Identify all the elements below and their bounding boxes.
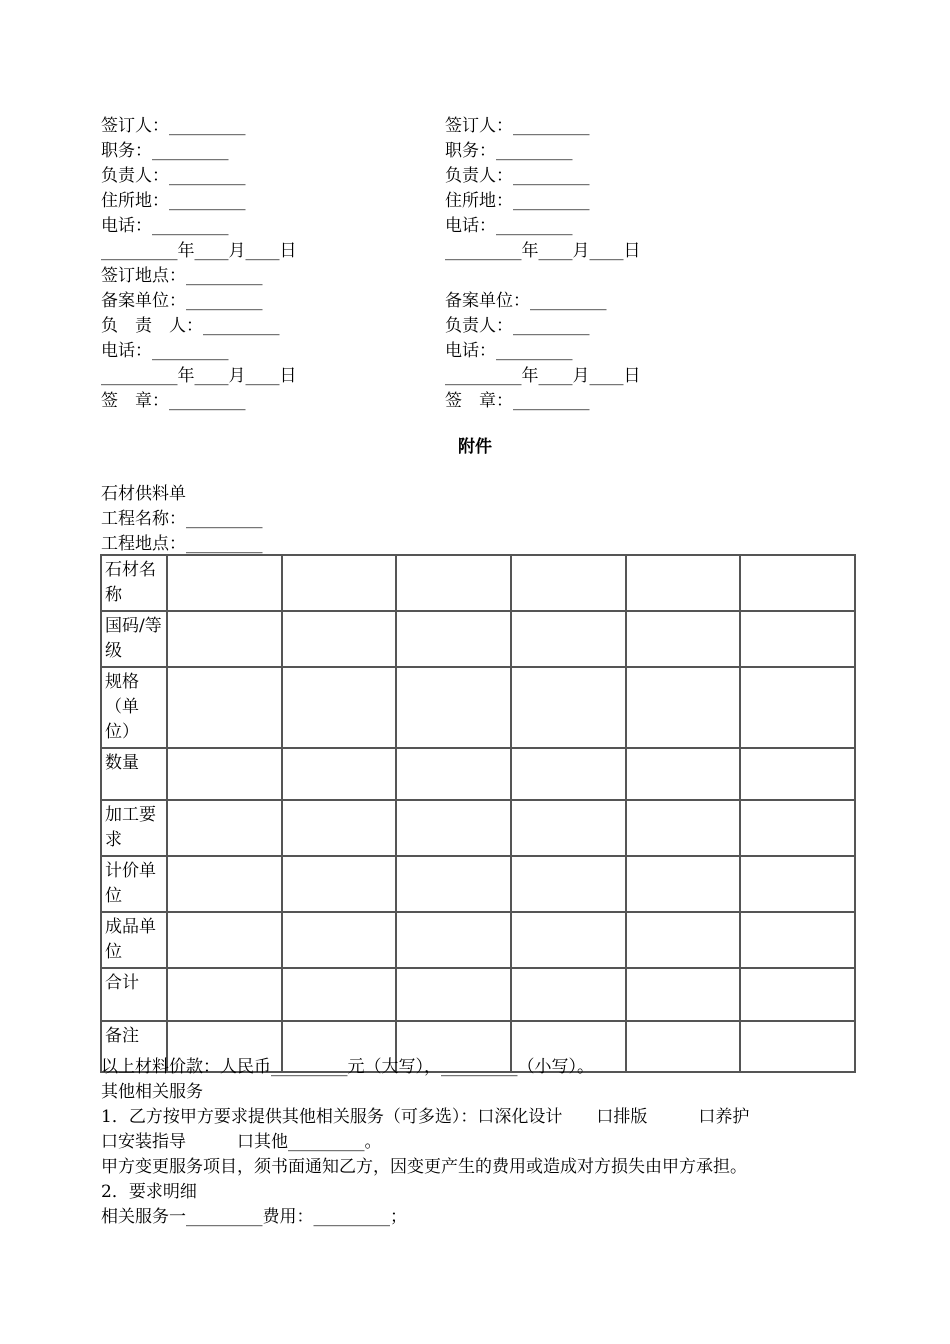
filing-date-field: _________年____月____日 <box>445 366 641 386</box>
table-cell[interactable] <box>282 912 397 968</box>
table-cell[interactable] <box>626 611 741 667</box>
table-row <box>101 968 855 1021</box>
table-cell[interactable] <box>740 800 855 856</box>
table-cell[interactable] <box>511 748 626 800</box>
position-field: 职务：_________ <box>445 141 573 161</box>
stone-supply-table <box>100 554 856 1073</box>
change-note: 甲方变更服务项目，须书面通知乙方，因变更产生的费用或造成对方损失由甲方承担。 <box>101 1157 747 1177</box>
table-row <box>101 667 855 748</box>
table-cell[interactable] <box>740 667 855 748</box>
filing-responsible-field: 负责人：_________ <box>445 316 590 336</box>
row-header: 加工要求 <box>101 800 167 856</box>
table-cell[interactable] <box>396 611 511 667</box>
row-header: 成品单位 <box>101 912 167 968</box>
row-header: 合计 <box>101 968 167 1021</box>
table-cell[interactable] <box>396 856 511 912</box>
responsible-person-field: 负责人：_________ <box>445 166 590 186</box>
table-cell[interactable] <box>282 968 397 1021</box>
row-header: 数量 <box>101 748 167 800</box>
row-header: 国码/等级 <box>101 611 167 667</box>
row-header: 石材名称 <box>101 555 167 611</box>
table-cell[interactable] <box>167 968 282 1021</box>
table-cell[interactable] <box>396 912 511 968</box>
row-header: 计价单位 <box>101 856 167 912</box>
table-row <box>101 555 855 611</box>
table-cell[interactable] <box>626 555 741 611</box>
requirements-title: 2．要求明细 <box>101 1182 197 1202</box>
form-title: 石材供料单 <box>101 484 186 504</box>
table-cell[interactable] <box>740 555 855 611</box>
table-cell[interactable] <box>626 748 741 800</box>
signer-field: 签订人：_________ <box>445 116 590 136</box>
table-cell[interactable] <box>626 800 741 856</box>
table-cell[interactable] <box>740 912 855 968</box>
table-cell[interactable] <box>740 856 855 912</box>
service-options-line2: 口安装指导 口其他_________。 <box>101 1132 382 1152</box>
table-cell[interactable] <box>167 748 282 800</box>
table-cell[interactable] <box>740 611 855 667</box>
table-cell[interactable] <box>511 856 626 912</box>
table-cell[interactable] <box>282 856 397 912</box>
table-cell[interactable] <box>396 667 511 748</box>
filing-phone-field: 电话：_________ <box>101 341 229 361</box>
table-cell[interactable] <box>626 912 741 968</box>
seal-field: 签 章：_________ <box>445 391 590 411</box>
position-field: 职务：_________ <box>101 141 229 161</box>
date-field: _________年____月____日 <box>445 241 641 261</box>
filing-phone-field: 电话：_________ <box>445 341 573 361</box>
table-cell[interactable] <box>167 555 282 611</box>
row-header: 规格（单位） <box>101 667 167 748</box>
table-cell[interactable] <box>740 1021 855 1072</box>
table-cell[interactable] <box>740 968 855 1021</box>
table-cell[interactable] <box>167 912 282 968</box>
table-cell[interactable] <box>396 968 511 1021</box>
service-options-line1: 1．乙方按甲方要求提供其他相关服务（可多选）：口深化设计 口排版 口养护 <box>101 1107 750 1127</box>
table-cell[interactable] <box>167 667 282 748</box>
table-cell[interactable] <box>396 800 511 856</box>
project-name-field: 工程名称：_________ <box>101 509 263 529</box>
signing-place-field: 签订地点：_________ <box>101 266 263 286</box>
project-site-field: 工程地点：_________ <box>101 534 263 554</box>
row-header: 备注 <box>101 1021 167 1072</box>
address-field: 住所地：_________ <box>101 191 246 211</box>
table-cell[interactable] <box>511 611 626 667</box>
table-cell[interactable] <box>511 912 626 968</box>
table-cell[interactable] <box>511 667 626 748</box>
table-cell[interactable] <box>740 748 855 800</box>
table-cell[interactable] <box>626 856 741 912</box>
table-cell[interactable] <box>282 555 397 611</box>
table-cell[interactable] <box>167 800 282 856</box>
table-cell[interactable] <box>396 555 511 611</box>
services-title: 其他相关服务 <box>101 1082 203 1102</box>
table-cell[interactable] <box>396 748 511 800</box>
filing-unit-field: 备案单位：_________ <box>101 291 263 311</box>
filing-date-field: _________年____月____日 <box>101 366 297 386</box>
responsible-person-field: 负责人：_________ <box>101 166 246 186</box>
table-cell[interactable] <box>511 555 626 611</box>
table-cell[interactable] <box>626 1021 741 1072</box>
table-cell[interactable] <box>282 611 397 667</box>
table-cell[interactable] <box>511 800 626 856</box>
table-row <box>101 912 855 968</box>
filing-unit-field: 备案单位：_________ <box>445 291 607 311</box>
appendix-title: 附件 <box>458 437 492 457</box>
table-cell[interactable] <box>167 856 282 912</box>
service-one-line: 相关服务一_________费用：_________； <box>101 1207 407 1227</box>
table-row <box>101 800 855 856</box>
seal-field: 签 章：_________ <box>101 391 246 411</box>
date-field: _________年____月____日 <box>101 241 297 261</box>
table-row <box>101 611 855 667</box>
table-cell[interactable] <box>626 667 741 748</box>
phone-field: 电话：_________ <box>445 216 573 236</box>
table-cell[interactable] <box>282 800 397 856</box>
table-row <box>101 856 855 912</box>
table-cell[interactable] <box>626 968 741 1021</box>
price-line: 以上材料价款：人民币_________元（大写），_________（小写）。 <box>101 1057 594 1077</box>
filing-responsible-field: 负 责 人：_________ <box>101 316 280 336</box>
table-row <box>101 748 855 800</box>
signer-field: 签订人：_________ <box>101 116 246 136</box>
phone-field: 电话：_________ <box>101 216 229 236</box>
table-cell[interactable] <box>282 667 397 748</box>
table-cell[interactable] <box>511 968 626 1021</box>
table-cell[interactable] <box>167 611 282 667</box>
table-cell[interactable] <box>282 748 397 800</box>
address-field: 住所地：_________ <box>445 191 590 211</box>
